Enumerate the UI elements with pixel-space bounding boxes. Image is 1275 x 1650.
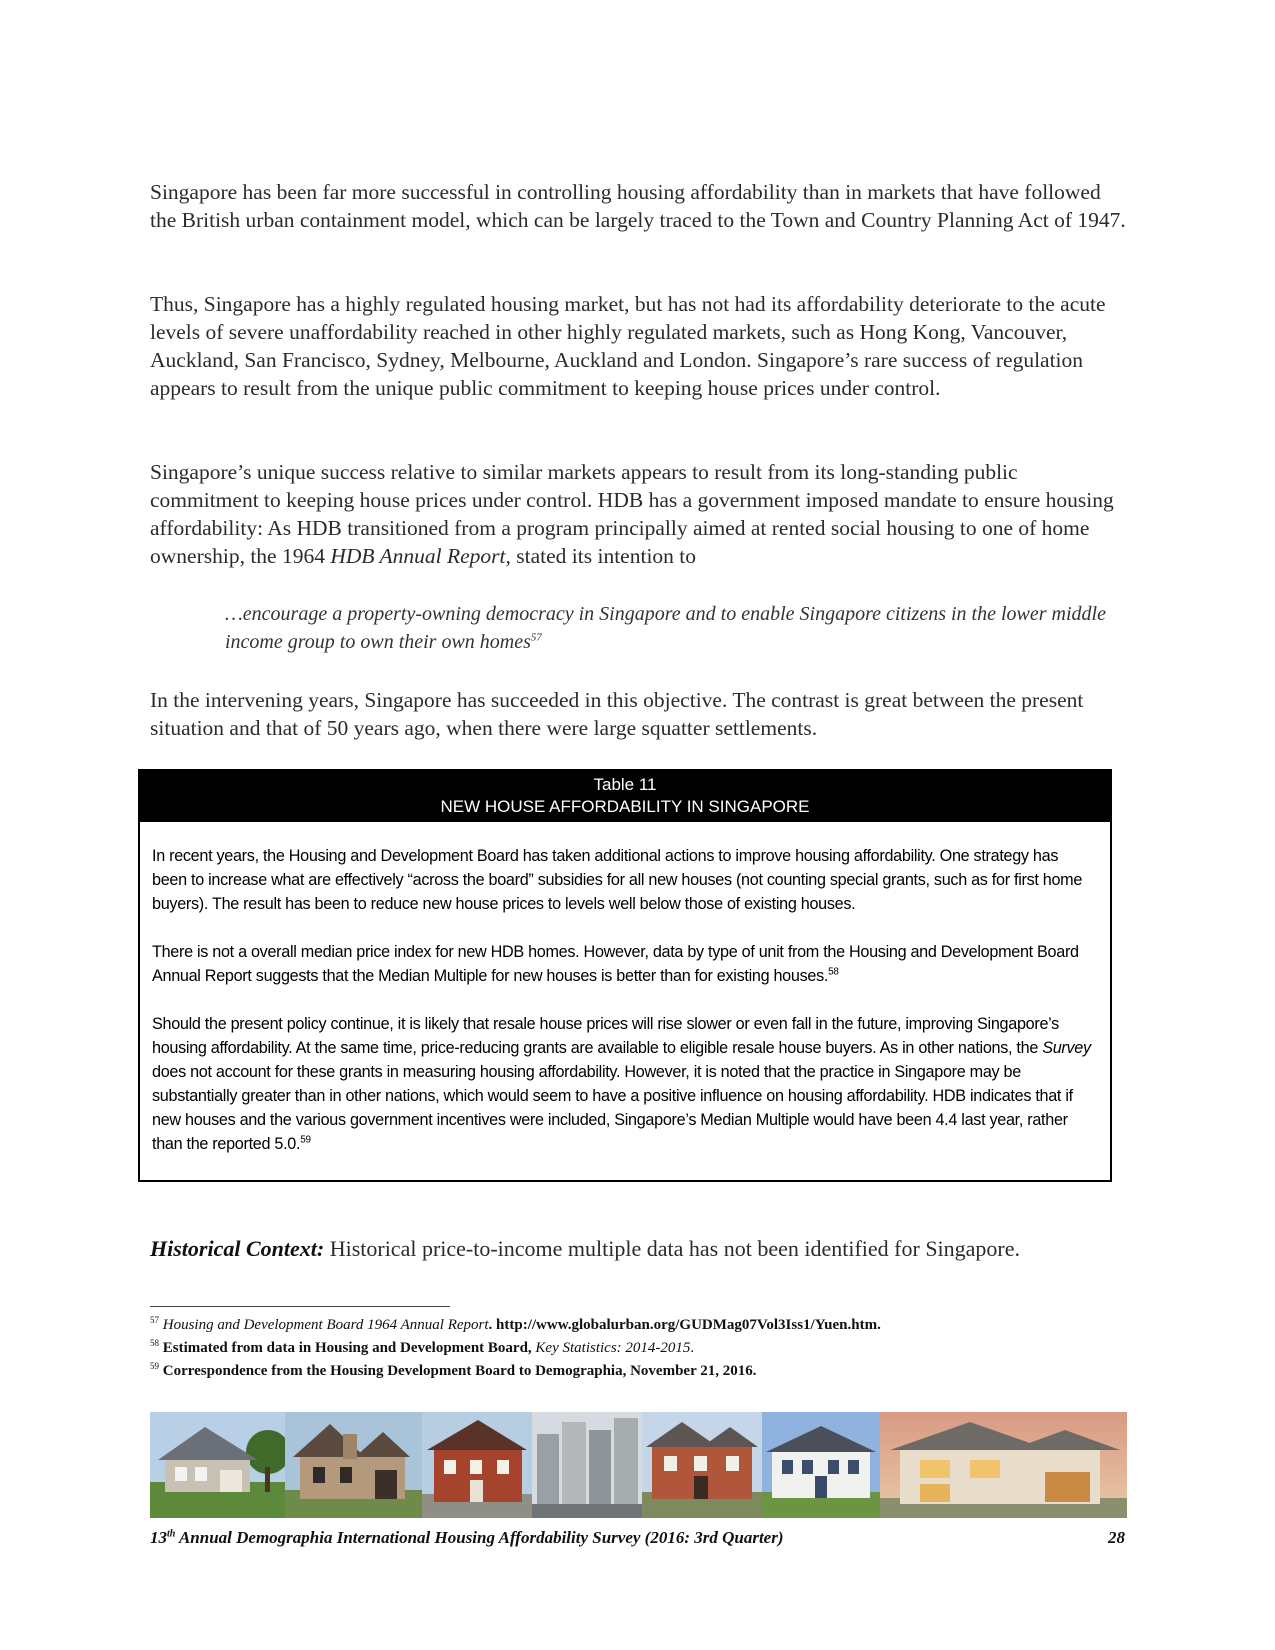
quote-text: …encourage a property-owning democracy in Singapore and to enable Singapore citizens in the lower middle income group to own their own homes [225,603,1106,653]
footnote-58-source: Key Statistics: 2014-2015 [535,1340,691,1356]
page-number: 28 [1108,1528,1125,1547]
table-paragraph-1: In recent years, the Housing and Development Board has taken additional actions to improve housing affordability. One strategy has been to increase what are effectively “across the board” subsidies for all new houses (not counting special grants, such as for first home buyers). The result has been to reduce new house prices to levels well below those of existing houses. [152,847,1083,913]
footnote-ref-57: 57 [530,631,542,644]
table-paragraph-3-text: Should the present policy continue, it is likely that resale house prices will rise slower or even fall in the future, improving Singapore’s housing affordability. At the same time, price-reducing grants are available to eligible resale house buyers. As in other nations, the [152,1015,1059,1057]
footnote-59-text: Correspondence from the Housing Development Board to Demographia, November 21, 2016. [162,1363,757,1379]
highrise-towers-photo [532,1412,642,1518]
footnote-57 [150,1315,1110,1335]
paragraph-hdb-text: Singapore’s unique success relative to similar markets appears to result from its long-standing public commitment to keeping house prices under control. HDB has a government imposed mandate to ensure housing affordability: As HDB transitioned from a program principally aimed at rented social housing to one of home ownership, the 1964 [150,460,1114,568]
paragraph-hdb-mandate [150,458,1130,570]
paragraph-hdb-text-end: stated its intention to [510,544,697,568]
table-body [140,822,1110,1156]
table-title: NEW HOUSE AFFORDABILITY IN SINGAPORE [440,797,810,816]
footnote-58 [150,1338,1110,1358]
footnote-57-source: Housing and Development Board 1964 Annual Report [162,1317,489,1333]
footnote-number: 59 [150,1361,159,1371]
historical-context-label: Historical Context: [150,1236,325,1261]
footnote-number: 58 [150,1338,159,1348]
footer-title-text: Annual Demographia International Housing Affordability Survey (2016: 3rd Quarter) [175,1528,784,1547]
historical-context-text: Historical price-to-income multiple data has not been identified for Singapore. [324,1236,1021,1261]
paragraph-intro: Singapore has been far more successful in controlling housing affordability than in markets that have followed the British urban containment model, which can be largely traced to the Town and Country Planning Act of 1947. [150,180,1126,232]
footnote-58-text: Estimated from data in Housing and Development Board, [162,1340,536,1356]
table-paragraph-2 [152,940,1096,988]
suburban-house-photo [150,1412,285,1518]
footnote-59 [150,1361,1110,1381]
table-number: Table 11 [593,775,657,794]
hdb-report-title: HDB Annual Report, [330,544,511,568]
paragraph-intervening-years: In the intervening years, Singapore has succeeded in this objective. The contrast is great between the present situation and that of 50 years ago, when there were large squatter settlements. [150,688,1084,740]
footer-edition-suffix: th [167,1528,176,1540]
white-colonial-house-photo [762,1412,880,1518]
table-paragraph-2-text: There is not a overall median price index for new HDB homes. However, data by type of unit from the Housing and Development Board Annual Report suggests that the Median Multiple for new houses is better than for existing houses. [152,943,1079,985]
footnote-ref-59: 59 [300,1134,311,1146]
paragraph-regulation: Thus, Singapore has a highly regulated housing market, but has not had its affordability deteriorate to the acute levels of severe unaffordability reached in other highly regulated markets, such as Hong Kong, Vancouver, Auckland, San Francisco, Sydney, Melbourne, Auckland and London. Singapore’s rare success of regulation appears to result from the unique public commitment to keeping house prices under control. [150,292,1106,400]
table-paragraph-3-text-end: does not account for these grants in measuring housing affordability. However, it is noted that the practice in Singapore may be substantially greater than in other nations, which would seem to have a positive influence on housing affordability. HDB indicates that if new houses and the various government incentives were included, Singapore’s Median Multiple would have been 4.4 last year, rather than the reported 5.0. [152,1063,1073,1153]
stone-manor-photo [285,1412,422,1518]
historical-context [150,1235,1130,1263]
footer-survey-title [150,1527,950,1549]
footnote-ref-58: 58 [828,966,839,978]
modern-house-photo [880,1412,1127,1518]
table-11-box [138,769,1112,1182]
footnote-57-link[interactable]: . http://www.globalurban.org/GUDMag07Vol3Iss1/Yuen.htm. [488,1317,881,1333]
footnote-58-end: . [690,1340,695,1356]
footnote-divider [150,1306,450,1307]
block-quote [225,600,1125,656]
footer-edition: 13 [150,1528,167,1547]
house-photo-strip [150,1412,1127,1518]
table-paragraph-3 [152,1012,1096,1156]
survey-italic: Survey [1042,1039,1091,1057]
brick-house-photo [642,1412,762,1518]
table-header [140,771,1110,822]
footnote-number: 57 [150,1315,159,1325]
red-brick-house-photo [422,1412,532,1518]
